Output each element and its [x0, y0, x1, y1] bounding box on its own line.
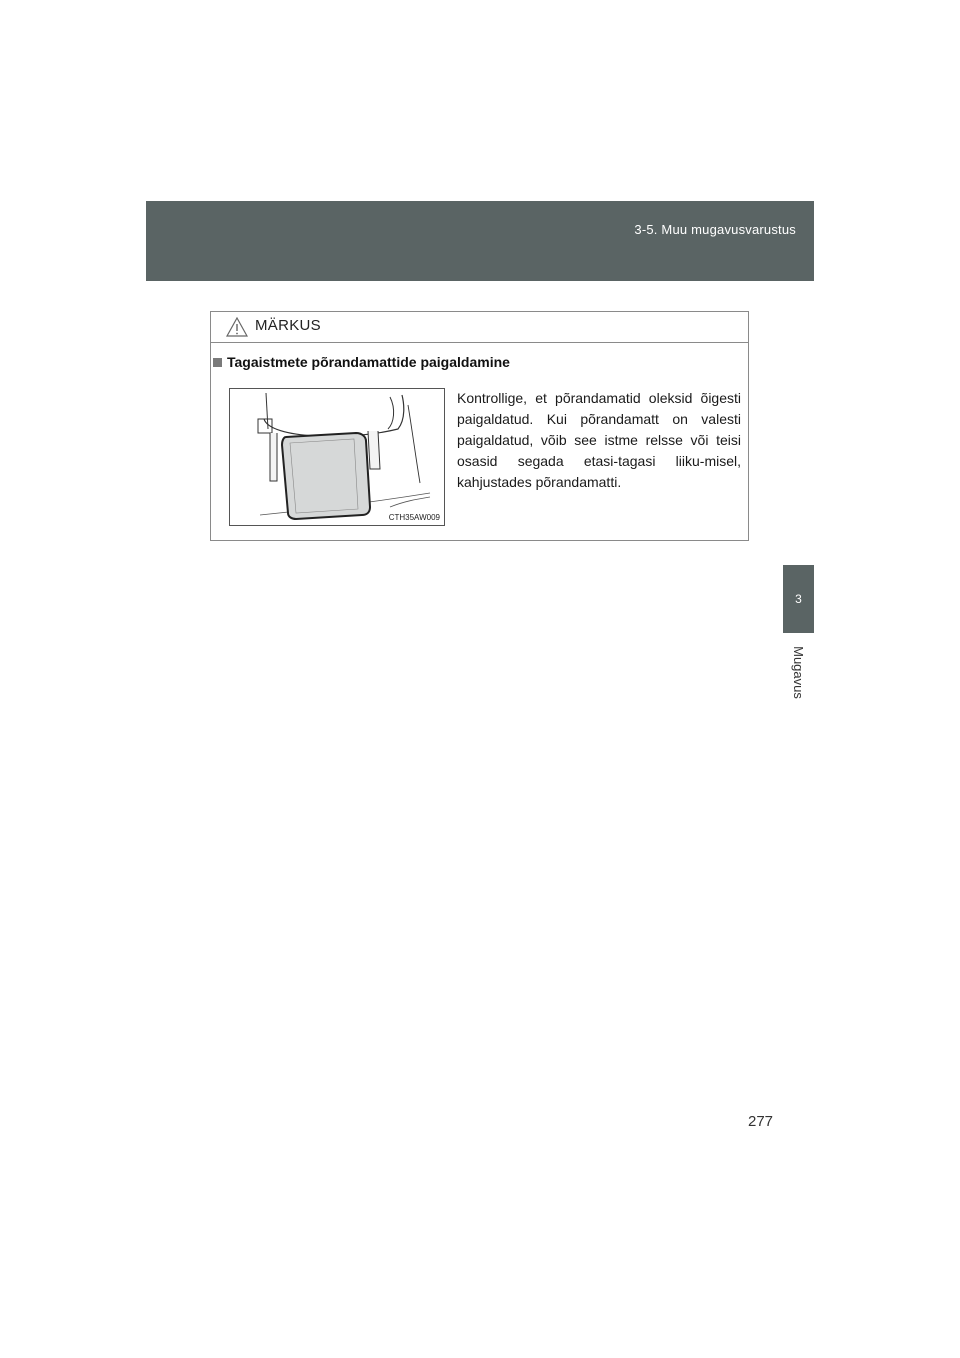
chapter-label — [781, 637, 815, 707]
chapter-tab — [783, 565, 814, 633]
chapter-number: 3 — [795, 592, 802, 606]
square-bullet-icon — [213, 358, 222, 367]
floor-mat-illustration — [229, 388, 445, 526]
warning-triangle-icon — [226, 317, 248, 337]
figure-code: CTH35AW009 — [388, 513, 440, 522]
notice-body: Kontrollige, et põrandamatid oleksid õigesti paigaldatud. Kui põrandamatt on valesti paigaldatud, võib see istme relsse või teisi osasid segada etasi-tagasi liiku-misel, kahjustades põrandamatti. — [457, 390, 741, 490]
notice-title: MÄRKUS — [255, 317, 321, 334]
seat-floor-mat-drawing — [230, 389, 444, 525]
section-title: 3-5. Muu mugavusvarustus — [634, 222, 796, 237]
header-band — [146, 201, 814, 281]
page-number: 277 — [748, 1113, 774, 1130]
chapter-name: Mugavus — [790, 645, 806, 699]
notice-box — [210, 311, 749, 541]
notice-header — [211, 312, 748, 343]
notice-subheading — [213, 354, 510, 370]
subheading-text: Tagaistmete põrandamattide paigaldamine — [227, 354, 510, 370]
